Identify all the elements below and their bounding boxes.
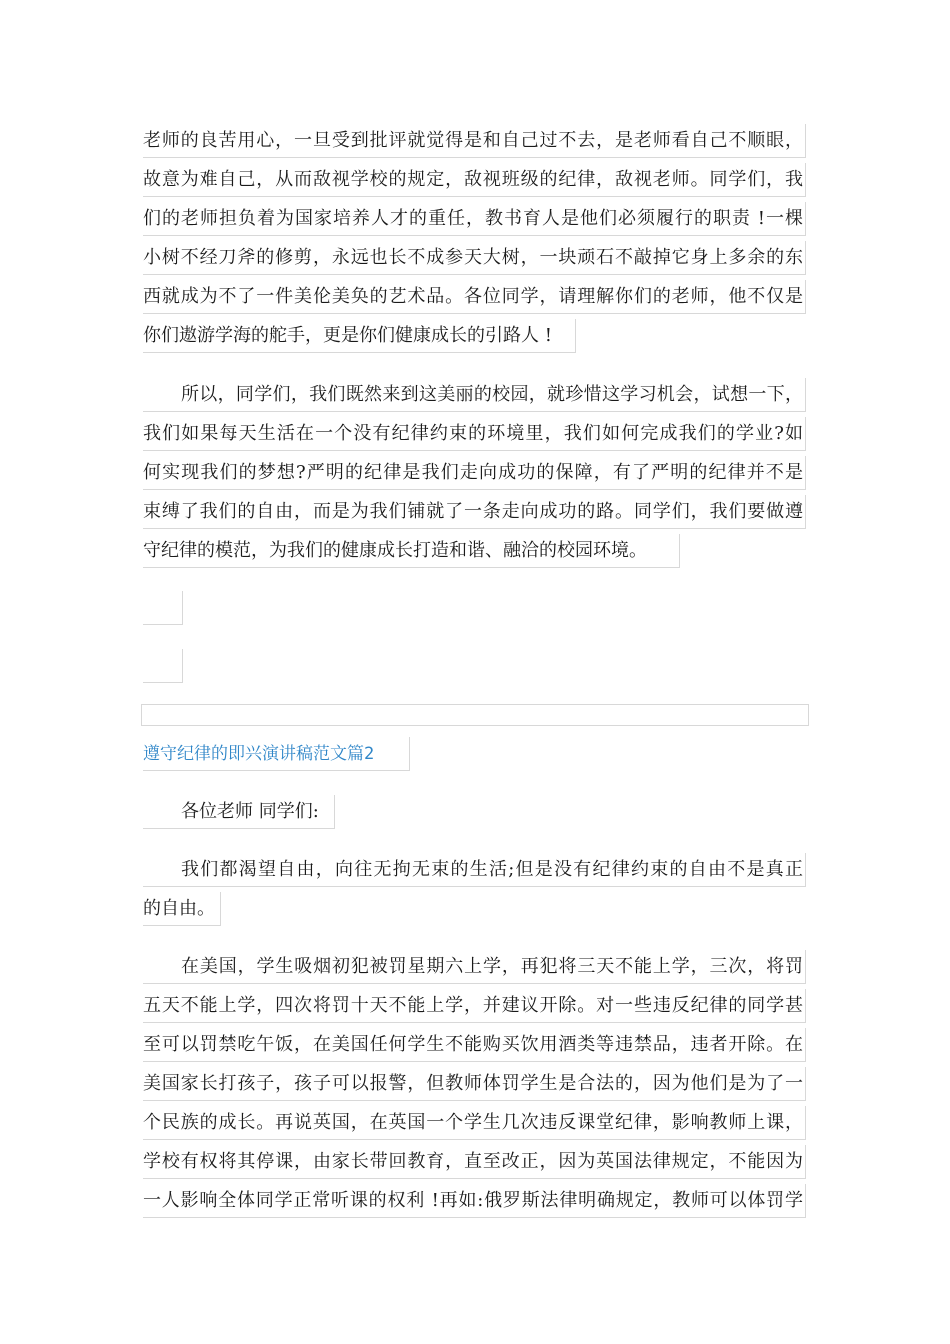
empty-paragraph-marker bbox=[143, 591, 183, 625]
paragraph-2-line-3: 何实现我们的梦想?严明的纪律是我们走向成功的保障，有了严明的纪律并不是 bbox=[143, 456, 806, 490]
paragraph-3-line-2: 的自由。 bbox=[143, 892, 221, 926]
empty-text-box bbox=[141, 704, 809, 726]
paragraph-1-line-2: 故意为难自己，从而敌视学校的规定，敌视班级的纪律，敌视老师。同学们，我 bbox=[143, 163, 806, 197]
paragraph-4-line-7: 一人影响全体同学正常听课的权利 !再如:俄罗斯法律明确规定，教师可以体罚学 bbox=[143, 1184, 806, 1218]
paragraph-4-line-5: 个民族的成长。再说英国，在英国一个学生几次违反课堂纪律，影响教师上课， bbox=[143, 1106, 806, 1140]
paragraph-4-line-2: 五天不能上学，四次将罚十天不能上学，并建议开除。对一些违反纪律的同学甚 bbox=[143, 989, 806, 1023]
paragraph-2-line-1: 所以，同学们，我们既然来到这美丽的校园，就珍惜这学习机会，试想一下， bbox=[143, 378, 806, 412]
paragraph-2-line-2: 我们如果每天生活在一个没有纪律约束的环境里，我们如何完成我们的学业?如 bbox=[143, 417, 806, 451]
greeting-line: 各位老师 同学们: bbox=[143, 795, 335, 829]
paragraph-4-line-6: 学校有权将其停课，由家长带回教育，直至改正，因为英国法律规定，不能因为 bbox=[143, 1145, 806, 1179]
empty-paragraph-marker bbox=[143, 649, 183, 683]
paragraph-2-line-4: 束缚了我们的自由，而是为我们铺就了一条走向成功的路。同学们，我们要做遵 bbox=[143, 495, 806, 529]
paragraph-1-line-5: 西就成为不了一件美伦美奂的艺术品。各位同学，请理解你们的老师，他不仅是 bbox=[143, 280, 806, 314]
paragraph-4-line-1: 在美国，学生吸烟初犯被罚星期六上学，再犯将三天不能上学，三次，将罚 bbox=[143, 950, 806, 984]
paragraph-1-line-3: 们的老师担负着为国家培养人才的重任，教书育人是他们必须履行的职责 !一棵 bbox=[143, 202, 806, 236]
section-heading: 遵守纪律的即兴演讲稿范文篇2 bbox=[143, 737, 410, 771]
paragraph-1-line-1: 老师的良苦用心，一旦受到批评就觉得是和自己过不去，是老师看自己不顺眼， bbox=[143, 124, 806, 158]
paragraph-1-line-4: 小树不经刀斧的修剪，永远也长不成参天大树，一块顽石不敲掉它身上多余的东 bbox=[143, 241, 806, 275]
paragraph-4-line-3: 至可以罚禁吃午饭，在美国任何学生不能购买饮用酒类等违禁品，违者开除。在 bbox=[143, 1028, 806, 1062]
paragraph-2-line-5: 守纪律的模范，为我们的健康成长打造和谐、融洽的校园环境。 bbox=[143, 534, 680, 568]
paragraph-1-line-6: 你们遨游学海的舵手，更是你们健康成长的引路人 ! bbox=[143, 319, 576, 353]
paragraph-3-line-1: 我们都渴望自由，向往无拘无束的生活;但是没有纪律约束的自由不是真正 bbox=[143, 853, 806, 887]
paragraph-4-line-4: 美国家长打孩子，孩子可以报警，但教师体罚学生是合法的，因为他们是为了一 bbox=[143, 1067, 806, 1101]
